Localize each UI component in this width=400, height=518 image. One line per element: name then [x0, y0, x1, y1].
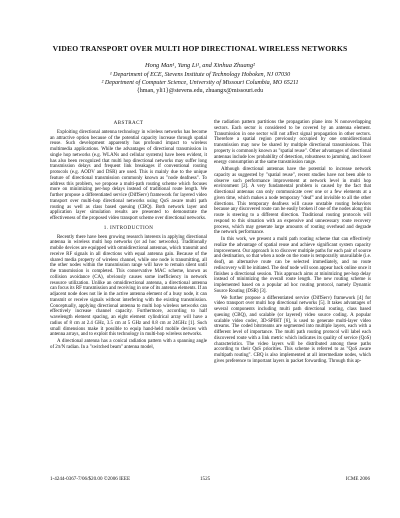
right-paragraph-3: In this work, we present a multi path routing scheme that can effectively realize the advantage of spatial reuse and achieve significant system capacity improvement. Our approach is to discover multiple paths for each pair of source and destination, so that when a node on the route is temporarily unavailable (i.e. deaf), an alternative route can be selected immediately, and no route rediscovery will be initiated. The deaf node will soon appear back online once it finishes a directional session. This approach aims at minimizing per-hop delay instead of minimizing the overall route length. The new routing scheme is implemented based on a popular ad hoc routing protocol, namely Dynamic Source Routing (DSR) [3].: [214, 237, 371, 294]
paper-title: VIDEO TRANSPORT OVER MULTI HOP DIRECTIONAL WIRELESS NETWORKS: [52, 44, 348, 53]
footer-conference: ICME 2006: [345, 476, 370, 482]
right-paragraph-1: the radiation pattern partitions the propagation plane into N nonoverlapping sectors. Each sector is considered to be covered by an antenna element. Transmission in one sector will not affect signal propagation in other sectors. Therefore a spatial region previously occupied by one omnidirectional transmission may now be shared by multiple directional transmissions. This property is commonly known as "spatial reuse". Other advantages of directional antennas include low probability of detection, robustness to jamming, and lower energy consumption at the same transmission range.: [214, 120, 372, 166]
left-column: [50, 121, 207, 351]
abstract-heading: ABSTRACT: [113, 120, 144, 126]
author-list: Hong Man¹, Yang Li¹, and Xinhua Zhuang²: [145, 62, 255, 69]
footer-page-number: 1525: [200, 476, 211, 482]
right-column: [214, 120, 371, 365]
right-paragraph-2: Although directional antennas have the potential to increase network capacity as suggested by "spatial reuse", recent studies have not been able to observe such performance improvement at network level in multi hop environment [2]. A very fundamental problem is caused by the fact that directional antennas can only communicate over one or a few elements at a given time, which makes a node temporary "deaf" and invisible to all the other directions. This temporary deafness will cause unstable routing behaviors because any discovered route can be easily broken if one of the nodes along this route is steering to a different direction. Traditional routing protocols will respond to this situation with an expensive and unnecessary route recovery process, which may generate large amounts of routing overhead and degrade the network performance.: [214, 167, 371, 236]
affiliation-2: ² Department of Computer Science, University of Missouri Columbia, MO 65211: [101, 80, 299, 86]
introduction-paragraph-2: A directional antenna has a conical radiation pattern with a spanning angle of 2π/N radian. In a "switched beam" antenna model,: [50, 339, 207, 350]
introduction-paragraph-1: Recently there have been growing research interests in applying directional antenna in wireless multi hop networks (or ad hoc networks). Traditionally mobile devices are equipped with omnidirectional antennas, which transmit and receive RF signals in all directions with equal antenna gain. Because of the shared media property of wireless channel, while one node is transmitting, all the other nodes within the transmission range will have to remain silent until the transmission is completed. This conservative MAC scheme, known as collision avoidance (CA), obviously causes some inefficiency in network resource utilization. Unlike an omnidirectional antenna, a directional antenna can focus its RF transmission and receiving in one of its antenna elements. If an adjacent node does not lie in the active antenna element of a busy node, it can transmit or receive signals without interfering with the existing transmission. Conceptually, applying directional antenna to multi hop wireless networks can effectively increase channel capacity. Furthermore, according to half wavelength element spacing, an eight element cylindrical array will have a radius of 8 cm at 2.4 GHz, 3.5 cm at 5 GHz and 0.8 cm at 24GHz [1]. Such small dimensions make it possible to equip hand-held mobile devices with antenna arrays, and to exploit this technology in multi-hop wireless networks.: [50, 234, 207, 338]
author-emails: {hman, yli1}@stevens.edu, zhuangx@missouri.edu: [136, 88, 264, 94]
introduction-heading: 1. INTRODUCTION: [103, 224, 154, 231]
affiliation-1: ¹ Department of ECE, Stevens Institute of Technology Hoboken, NJ 07030: [109, 72, 291, 78]
footer-isbn: 1-4244-0367-7/06/$20.00 ©2006 IEEE: [50, 476, 131, 482]
abstract-text: Exploiting directional antenna technology in wireless networks has become an attractive option because of the potential capacity increase through spatial reuse. Such development apparently has profound impact to wireless multimedia applications. While the advantages of directional transmission in single hop networks (e.g. WLANs and cellular systems) have been evident, it has also been recognized that multi hop directional networks may suffer long transmission delays and frequent link breakages if conventional routing protocols (e.g. AODV and DSR) are used. This is mainly due to the unique feature of directional transmission commonly known as "node deafness". To address this problem, we propose a multi-path routing scheme which focuses more on minimizing per-hop delays instead of traditional route length. We further propose a differentiated service (DiffServ) framework for layered video transport over multi-hop directional networks using QoS aware multi path routing as well as class based queuing (CBQ). Both network layer and application layer simulation results are presented to demonstrate the effectiveness of the proposed video transport scheme over directional networks.: [50, 129, 207, 221]
page-footer: [50, 476, 370, 484]
right-paragraph-4: We further propose a differentiated service (DiffServ) framework [4] for video transport over multi hop directional networks [5]. It takes advantages of several components including multi path directional routing, class based queuing (CBQ), and scalable (or layered) video source coding. A popular scalable video codec, 3D-SPIHT [6], is used to generate multi-layer video streams. The coded bitstreams are segmented into multiple layers, each with a different level of importance. The multi path routing protocol will label each discovered route with a link metric which indicates its quality of service (QoS) characteristics. The video layers will be distributed among these paths according to their QoS priorities. This scheme is referred to as "QoS aware multipath routing". CBQ is also implemented at all intermediate nodes, which gives preference to important layers in packet forwarding. Through this ap-: [214, 295, 371, 364]
